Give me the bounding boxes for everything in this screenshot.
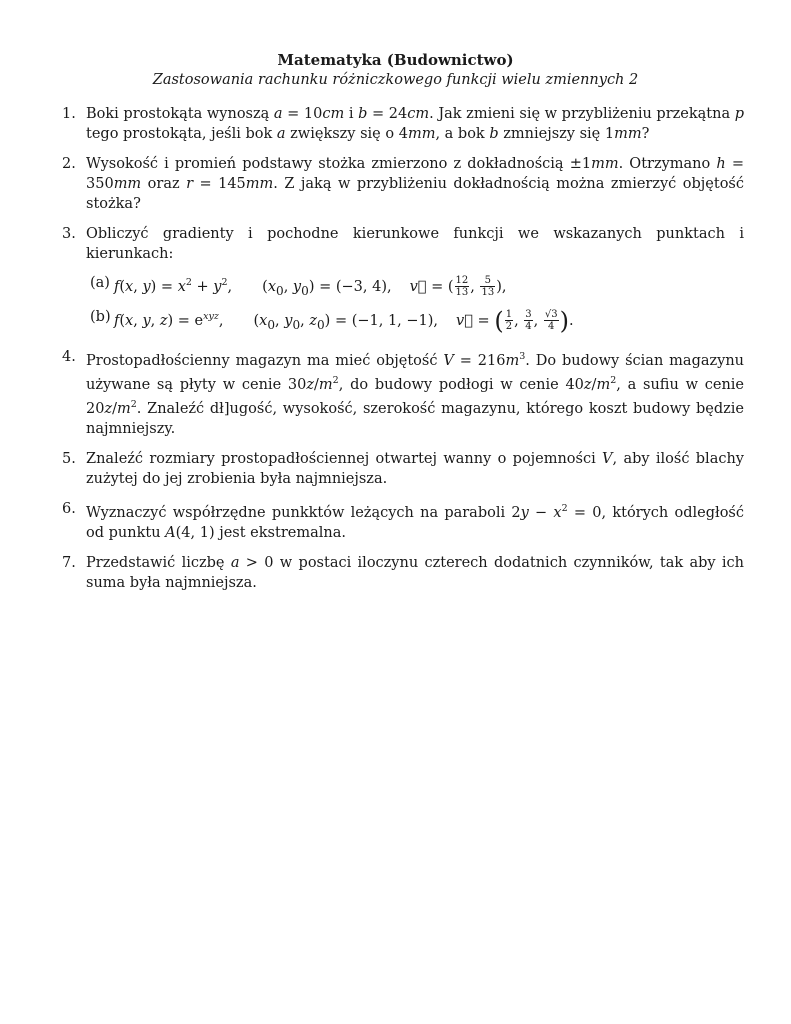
problem-text: Prostopadłościenny magazyn ma mieć objętość $V = 216m^3$. Do budowy ścian magazynu używane są płyty w cenie $30z/m^2$, do budowy podłogi w cenie $40z/m^2$, a sufiu w cenie $20z/m^2$. Znaleźć dł]ugość, wysokość, szerokość magazynu, którego koszt budowy będzie najmniejszy.: [86, 351, 745, 437]
subitem-label: (a): [90, 275, 110, 291]
subitem-label: (b): [90, 308, 111, 325]
subitem-formula: f(x, $y) = x^2 + y^2$, ($x_0$, $y_0) = (-3$, 4), v⃗ = ( $\frac{12}{13}$ , $\frac{5}{13}$ ),: [114, 275, 507, 299]
problem-number: 1.: [62, 106, 76, 122]
problem-2: [62, 154, 744, 214]
problem-4: [62, 347, 744, 438]
problem-text: Wyznaczyć współrzędne punkktów leżących na paraboli $2y - x^2 = 0$, których odległość od punktu A(4, 1) jest ekstremalna.: [86, 502, 744, 541]
problem-7: [62, 553, 744, 593]
problem-text: Wysokość i promień podstawy stożka zmierzono z dokładnością ±1mm. Otrzymano h = 350mm oraz r = 145mm. Z jaką w przybliżeniu dokładnością można zmierzyć objętość stożka?: [86, 156, 744, 212]
document-subtitle: Zastosowania rachunku różniczkowego funkcji wielu zmiennych 2: [152, 72, 639, 88]
document-header: [0, 50, 791, 90]
document-title: Matematyka (Budownictwo): [277, 51, 514, 69]
problem-text: Boki prostokąta wynoszą a = 10cm i b = 24cm. Jak zmieni się w przybliżeniu przekątna p tego prostokąta, jeśli bok a zwiększy się o 4mm, a bok b zmniejszy się 1mm?: [86, 106, 744, 142]
problem-number: 4.: [62, 349, 76, 366]
problem-number: 7.: [62, 554, 76, 571]
subitem-b: [86, 304, 744, 338]
problem-number: 3.: [62, 226, 76, 242]
problem-text: Obliczyć gradienty i pochodne kierunkowe funkcji we wskazanych punktach i kierunkach:: [86, 226, 744, 262]
problem-6: [62, 499, 744, 543]
problem-1: [62, 104, 744, 144]
problem-number: 6.: [62, 500, 76, 517]
problem-number: 2.: [62, 156, 76, 172]
problem-5: [62, 449, 744, 489]
problem-list: [62, 104, 744, 603]
problem-text: Znaleźć rozmiary prostopadłościennej otwartej wanny o pojemności V, aby ilość blachy zużytej do jej zrobienia była najmniejsza.: [86, 450, 744, 487]
subitem-list: [86, 270, 744, 337]
problem-text: Przedstawić liczbę a > 0 w postaci iloczynu czterech dodatnich czynników, tak aby ich suma była najmniejsza.: [86, 554, 744, 591]
subitem-formula: f(x, y, $z) = e^{xyz}$, ($x_0$, $y_0$, $z_0) = (-1$, 1, −1), v⃗ = ( $\frac{1}{2}$ , $\frac{3}{4}$ , $\frac{√3}{4}$ ).: [114, 306, 574, 335]
problem-number: 5.: [62, 450, 76, 467]
problem-3: [62, 224, 744, 337]
subitem-a: [86, 270, 744, 304]
